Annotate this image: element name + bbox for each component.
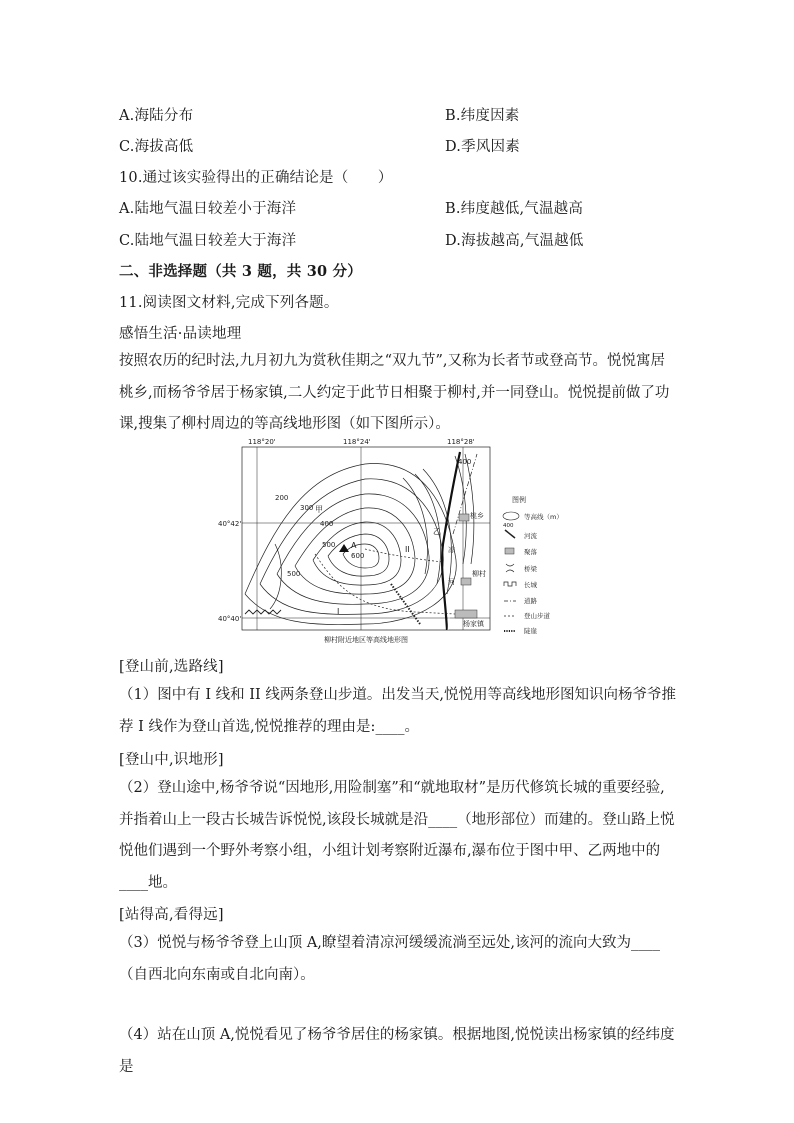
legend-contour-sample: 400 <box>503 523 514 529</box>
label-jia: 甲 <box>315 505 323 514</box>
section-c-heading: [站得高,看得远] <box>119 907 224 923</box>
contour-label-400-b: 400 <box>458 458 472 466</box>
contour-label-300: 300 <box>300 504 314 512</box>
legend-river: 河流 <box>524 532 537 540</box>
legend-great-wall: 长城 <box>524 581 537 589</box>
label-river-1: 凉 <box>448 546 455 554</box>
section-heading: 二、非选择题（共 3 题，共 30 分） <box>119 263 362 280</box>
label-route-2: II <box>405 545 410 554</box>
trail-2 <box>365 549 443 562</box>
lon-label-1: 118°20' <box>248 438 276 446</box>
label-yi: 乙 <box>433 527 441 536</box>
contour-label-200: 200 <box>275 494 289 502</box>
legend-settlement: 聚落 <box>524 548 537 556</box>
legend-title: 图例 <box>512 496 526 504</box>
q10-option-b: B.纬度越低,气温越高 <box>445 201 584 217</box>
map-legend <box>503 495 563 635</box>
great-wall <box>245 610 281 614</box>
q9-option-b: B.纬度因素 <box>445 108 520 124</box>
contour-label-500-b: 500 <box>287 570 301 578</box>
contour-label-500-a: 500 <box>322 541 336 549</box>
map-caption: 柳村附近地区等高线地形图 <box>324 636 408 644</box>
q11-part-2: （2）登山途中,杨爷爷说“因地形,用险制塞”和“就地取材”是历代修筑长城的重要经验,并指着山上一段古长城告诉悦悦,该段长城就是沿____（地形部位）而建的。登山路上悦悦他们遇到一个野外考察小组，小组计划考察附近瀑布,瀑布位于图中甲、乙两地中的____地。 <box>119 780 675 891</box>
map-frame <box>242 447 490 630</box>
lon-label-2: 118°24' <box>343 438 371 446</box>
settlement-yangjiazhen <box>455 610 477 618</box>
contour-label-400: 400 <box>320 520 334 528</box>
q10-stem: 10.通过该实验得出的正确结论是（ ） <box>119 170 393 186</box>
q9-option-a: A.海陆分布 <box>119 108 194 124</box>
q9-option-c: C.海拔高低 <box>119 139 194 155</box>
label-river-2: 河 <box>448 578 455 586</box>
q11-part-4: （4）站在山顶 A,悦悦看见了杨爷爷居住的杨家镇。根据地图,悦悦读出杨家镇的经纬度是 <box>119 1027 675 1075</box>
legend-contour: 等高线（m） <box>524 513 563 521</box>
section-a-heading: [登山前,选路线] <box>119 659 224 675</box>
q9-option-d: D.季风因素 <box>445 139 520 155</box>
q11-material: 按照农历的纪时法,九月初九为赏秋佳期之“双九节”,又称为长者节或登高节。悦悦寓居桃乡,而杨爷爷居于杨家镇,二人约定于此节日相聚于柳村,并一同登山。悦悦提前做了功课,搜集了柳村周边的等高线地形图（如下图所示）。 <box>119 353 670 432</box>
contour-lines <box>245 454 474 625</box>
settlement-taoxiang <box>459 514 469 521</box>
label-taoxiang: 桃乡 <box>470 512 484 520</box>
legend-trail: 登山步道 <box>524 612 550 620</box>
q11-part-3: （3）悦悦与杨爷爷登上山顶 A,瞭望着清凉河缓缓流淌至远处,该河的流向大致为____（自西北向东南或自北向南）。 <box>119 935 661 983</box>
lon-label-3: 118°28' <box>447 438 475 446</box>
peak-triangle <box>339 544 349 552</box>
section-b-heading: [登山中,识地形] <box>119 752 224 768</box>
label-route-1: I <box>337 607 340 616</box>
q10-option-d: D.海拔越高,气温越低 <box>445 233 584 249</box>
legend-cliff: 陡崖 <box>524 627 537 635</box>
legend-bridge: 桥梁 <box>524 565 537 573</box>
legend-road: 道路 <box>524 597 537 605</box>
label-liucun: 柳村 <box>472 570 486 578</box>
q10-option-a: A.陆地气温日较差小于海洋 <box>119 201 297 217</box>
q11-stem: 11.阅读图文材料,完成下列各题。 <box>119 295 339 311</box>
contour-map <box>215 434 585 646</box>
lat-label-2: 40°40' <box>218 615 242 623</box>
q11-subtitle: 感悟生活·品读地理 <box>119 326 242 342</box>
label-yangjiazhen: 杨家镇 <box>463 620 484 628</box>
contour-label-600: 600 <box>351 552 365 560</box>
q10-option-c: C.陆地气温日较差大于海洋 <box>119 233 297 249</box>
lat-label-1: 40°42' <box>218 520 242 528</box>
q11-part-1: （1）图中有 I 线和 II 线两条登山步道。出发当天,悦悦用等高线地形图知识向杨爷爷推荐 I 线作为登山首选,悦悦推荐的理由是:____。 <box>119 687 676 735</box>
settlement-liucun <box>461 578 471 585</box>
label-peak-a: A <box>351 541 357 550</box>
